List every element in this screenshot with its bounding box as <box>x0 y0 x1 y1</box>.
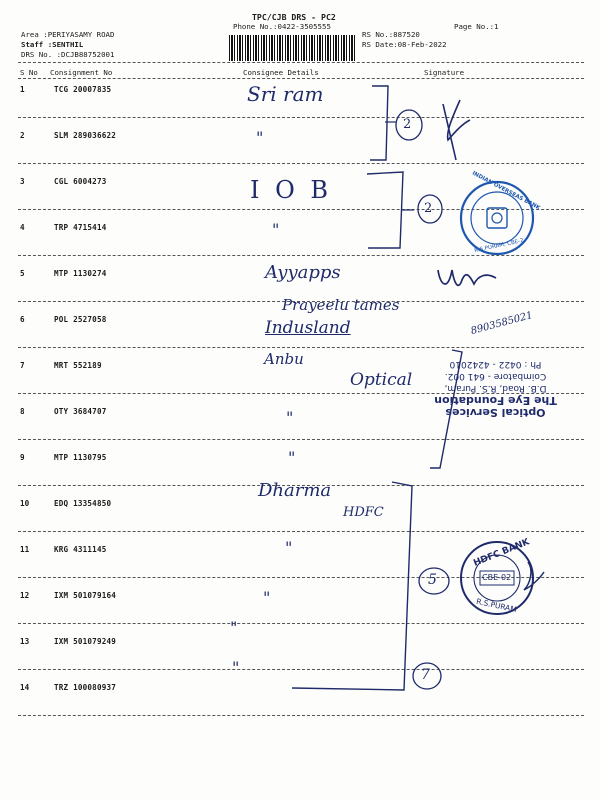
hw-circle-2b: 2 <box>424 201 433 216</box>
row-sno: 13 <box>20 637 30 646</box>
optical-line-2: The Eye Foundation <box>434 394 557 407</box>
hw-ditto-12: " <box>263 588 271 607</box>
row-sno: 4 <box>20 223 25 232</box>
row-sno: 2 <box>20 131 25 140</box>
optical-line-4: Coimbatore - 641 002. <box>444 371 547 381</box>
phone-number: Phone No.:0422-3505555 <box>233 22 331 31</box>
hw-sriram: Sri ram <box>247 82 324 106</box>
row-sno: 3 <box>20 177 25 186</box>
page-number: Page No.:1 <box>454 22 499 31</box>
staff-label: Staff :SENTHIL <box>21 40 84 49</box>
optical-stamp <box>408 358 583 418</box>
row-sno: 5 <box>20 269 25 278</box>
hw-anbu: Anbu <box>264 350 304 368</box>
signature-1 <box>443 100 470 160</box>
row-consignment: MRT 552189 <box>54 361 102 370</box>
row-consignment: TCG 20007835 <box>54 85 112 94</box>
row-consignment: KRG 4311145 <box>54 545 107 554</box>
signature-5 <box>438 270 496 285</box>
row-consignment: TRZ 100080937 <box>54 683 117 692</box>
hw-iob: I O B <box>250 176 333 204</box>
col-sno: S No <box>20 68 38 77</box>
hw-dharma: Dharma <box>258 480 332 501</box>
rs-number: RS No.:887520 <box>362 30 420 39</box>
row-sno: 8 <box>20 407 25 416</box>
row-consignment: POL 2527058 <box>54 315 107 324</box>
row-sno: 11 <box>20 545 30 554</box>
hw-ayyappa: Ayyapps <box>265 262 341 283</box>
row-sno: 10 <box>20 499 30 508</box>
drs-title: TPC/CJB DRS - PC2 <box>252 12 336 22</box>
drs-number: DRS No. :DCJB88752001 <box>21 50 115 59</box>
row-consignment: IXM 501079164 <box>54 591 117 600</box>
row-consignment: CGL 6004273 <box>54 177 107 186</box>
blue-seal-top: INDIAN OVERSEAS BANK <box>471 170 541 212</box>
row-consignment: MTP 1130274 <box>54 269 107 278</box>
row-sno: 6 <box>20 315 25 324</box>
row-consignment: SLM 289036622 <box>54 131 117 140</box>
col-signature: Signature <box>424 68 465 77</box>
rs-date: RS Date:08-Feb-2022 <box>362 40 447 49</box>
blue-seal-bottom: R.S.PURAM, CBE-2 <box>473 237 525 255</box>
optical-line-5: Ph : 0422 - 4242010 <box>449 359 542 369</box>
hw-circle-5: 5 <box>428 572 437 588</box>
row-consignment: EDQ 13354850 <box>54 499 112 508</box>
row-sno: 12 <box>20 591 30 600</box>
hw-ditto-14: " <box>232 658 240 677</box>
hw-circle-7: 7 <box>421 667 430 683</box>
row-consignment: OTY 3684707 <box>54 407 107 416</box>
row-consignment: MTP 1130795 <box>54 453 107 462</box>
row-sno: 14 <box>20 683 30 692</box>
optical-line-1: Optical Services <box>445 406 546 419</box>
hw-hdfc: HDFC <box>343 505 384 520</box>
row-consignment: TRP 4715414 <box>54 223 107 232</box>
hw-ditto-13: " <box>230 618 238 637</box>
hw-ditto-11: " <box>285 538 293 557</box>
hw-ditto-9: " <box>288 448 296 467</box>
row-sno: 1 <box>20 85 25 94</box>
hdfc-stamp-top: HDFC BANK <box>472 537 531 569</box>
hw-prayeelu: Prayeelu tames <box>282 296 400 314</box>
col-consignment: Consignment No <box>50 68 113 77</box>
bracket-1 <box>370 86 388 160</box>
hw-ditto-8: " <box>286 408 294 427</box>
hw-circle-2a: 2 <box>403 117 412 132</box>
hdfc-stamp-center: CBE-02 <box>482 573 512 582</box>
hw-ditto-2: " <box>256 128 264 147</box>
hdfc-stamp-bottom: R.S.PURAM <box>475 596 518 615</box>
hw-ditto-4: " <box>272 220 280 239</box>
hw-indusland: Indusland <box>265 318 351 338</box>
hw-optical: Optical <box>350 370 413 390</box>
signature-12 <box>524 562 544 590</box>
area-label: Area :PERIYASAMY ROAD <box>21 30 115 39</box>
row-consignment: IXM 501079249 <box>54 637 117 646</box>
row-sno: 9 <box>20 453 25 462</box>
bracket-3 <box>367 172 403 248</box>
row-sno: 7 <box>20 361 25 370</box>
col-consignee: Consignee Details <box>243 68 319 77</box>
optical-line-3: D.B. Road, R.S. Puram, <box>444 383 547 393</box>
hw-phone-scribble: 8903585021 <box>469 309 534 338</box>
